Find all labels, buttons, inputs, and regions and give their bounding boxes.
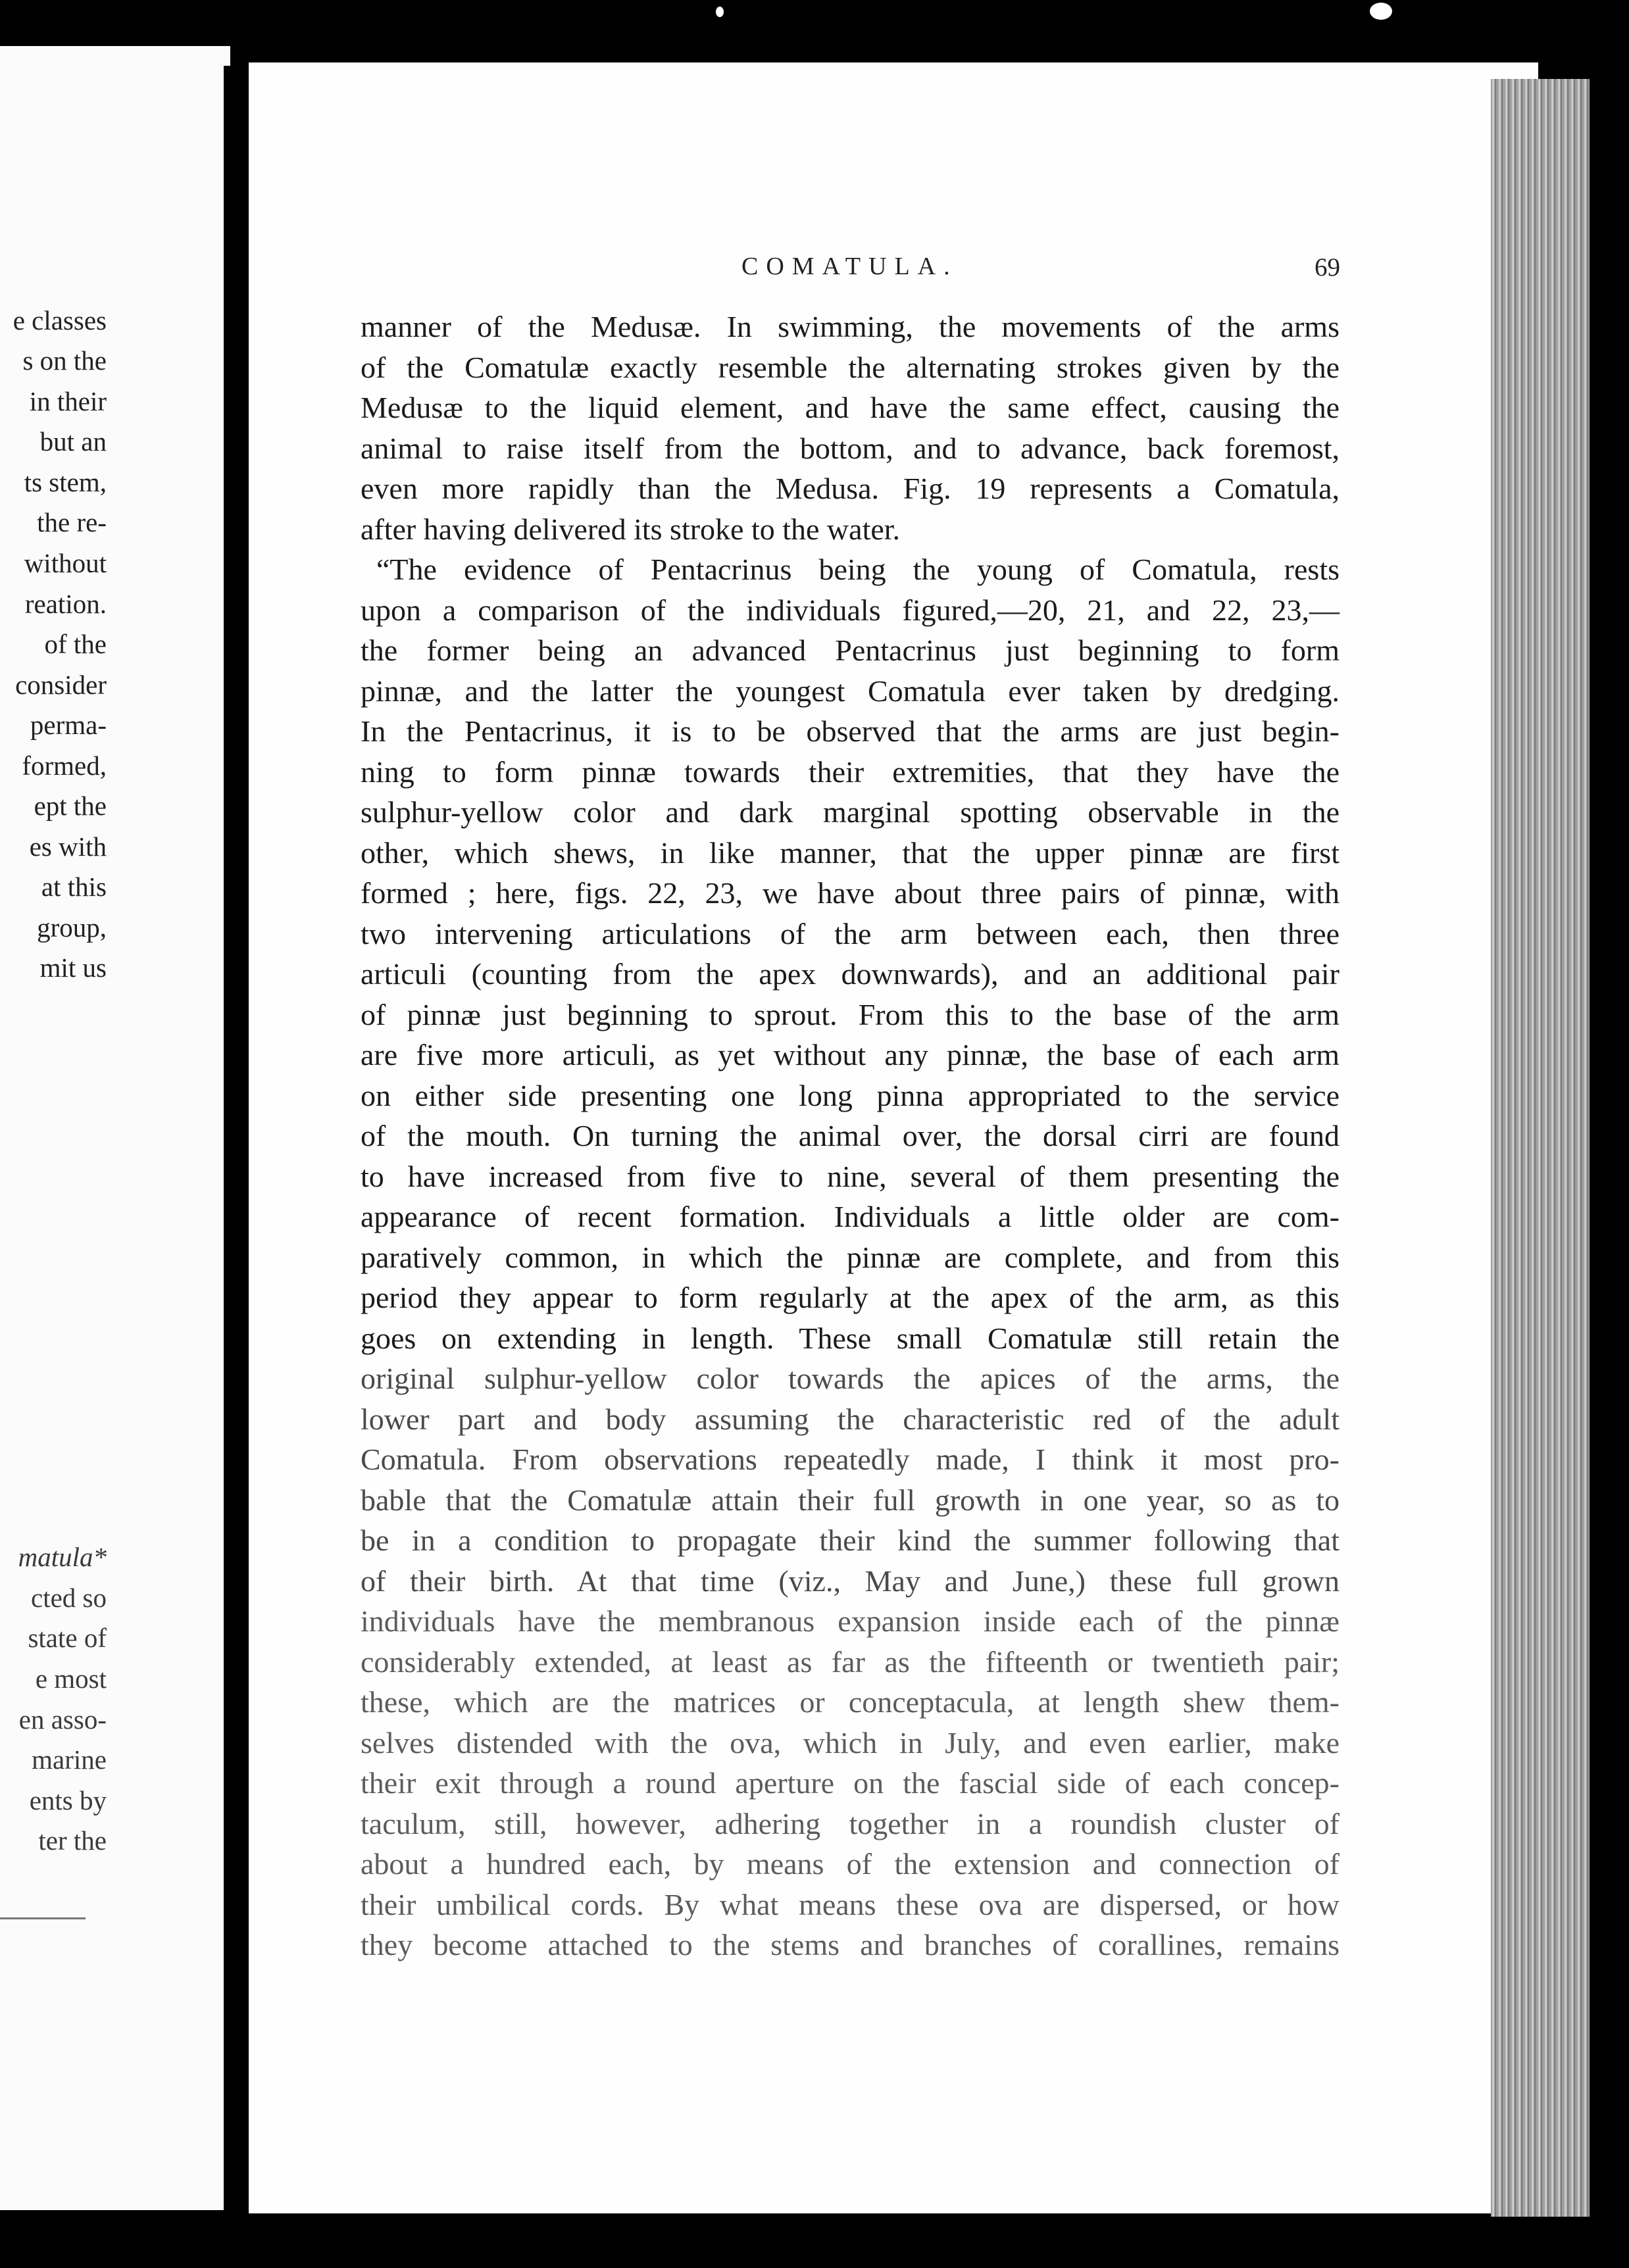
- scan-speck: [1370, 3, 1392, 20]
- text-line: sulphur-yellow color and dark marginal spotting observable in the: [361, 795, 1340, 829]
- text-line: be in a condition to propagate their kind the summer following that: [361, 1523, 1340, 1557]
- text-line: of the mouth. On turning the animal over, the dorsal cirri are found: [361, 1119, 1340, 1152]
- text-line: pinnæ, and the latter the youngest Comatula ever taken by dredging.: [361, 674, 1340, 708]
- text-line: selves distended with the ova, which in July, and even earlier, make: [361, 1725, 1340, 1760]
- scan-speck: [716, 7, 724, 17]
- text-line: their exit through a round aperture on the fascial side of each concep-: [361, 1766, 1340, 1800]
- text-line: on either side presenting one long pinna appropriated to the service: [361, 1078, 1340, 1112]
- left-fragment: ents by: [29, 1785, 107, 1815]
- text-line: two intervening articulations of the arm between each, then three: [361, 916, 1340, 950]
- left-fragment: group,: [37, 912, 107, 943]
- left-fragment: state of: [28, 1623, 107, 1653]
- text-line: taculum, still, however, adhering together in a roundish cluster of: [361, 1806, 1340, 1840]
- left-fragment: consider: [15, 670, 107, 700]
- text-line: after having delivered its stroke to the water.: [361, 512, 901, 546]
- text-line: considerably extended, at least as far as the fifteenth or twentieth pair;: [361, 1644, 1340, 1679]
- text-line: lower part and body assuming the characteristic red of the adult: [361, 1402, 1340, 1436]
- left-fragment: reation.: [24, 589, 107, 619]
- left-fragment: mit us: [39, 952, 107, 983]
- text-line: Comatula. From observations repeatedly made, I think it most pro-: [361, 1442, 1340, 1476]
- text-line: appearance of recent formation. Individuals a little older are com-: [361, 1200, 1340, 1233]
- running-header: COMATULA.: [741, 253, 958, 280]
- text-line: bable that the Comatulæ attain their full growth in one year, so as to: [361, 1483, 1340, 1517]
- text-line: about a hundred each, by means of the extension and connection of: [361, 1847, 1340, 1881]
- text-line: formed ; here, figs. 22, 23, we have about three pairs of pinnæ, with: [361, 876, 1340, 910]
- left-fragment: formed,: [22, 751, 107, 781]
- left-fragment: marine: [32, 1744, 107, 1775]
- book-gutter: [224, 66, 249, 2250]
- left-fragment: but an: [39, 426, 107, 456]
- text-line: period they appear to form regularly at the apex of the arm, as this: [361, 1281, 1340, 1314]
- left-fragment: cted so: [31, 1583, 107, 1613]
- text-line: are five more articuli, as yet without any pinnæ, the base of each arm: [361, 1038, 1340, 1072]
- page-edges: [1491, 79, 1590, 2217]
- left-fragment: ter the: [38, 1825, 107, 1856]
- text-line: to have increased from five to nine, several of them presenting the: [361, 1159, 1340, 1193]
- body-text: [361, 307, 1340, 1965]
- text-line: paratively common, in which the pinnæ are complete, and from this: [361, 1240, 1340, 1274]
- page-number: 69: [1315, 253, 1340, 282]
- text-line: goes on extending in length. These small Comatulæ still retain the: [361, 1321, 1340, 1355]
- left-fragment: en asso-: [18, 1704, 107, 1735]
- text-line: these, which are the matrices or conceptacula, at length shew them-: [361, 1685, 1340, 1719]
- text-line: In the Pentacrinus, it is to be observed that the arms are just begin-: [361, 714, 1340, 748]
- left-fragment: matula*: [18, 1542, 107, 1572]
- left-fragment: perma-: [30, 710, 107, 740]
- text-line: other, which shews, in like manner, that the upper pinnæ are first: [361, 835, 1340, 870]
- footnote-rule: [0, 1917, 86, 1919]
- text-line: upon a comparison of the individuals figured,—20, 21, and 22, 23,—: [361, 593, 1340, 627]
- left-fragment: e classes: [13, 305, 107, 335]
- left-fragment: s on the: [22, 345, 107, 376]
- left-fragment: at this: [41, 872, 107, 902]
- text-line: of pinnæ just beginning to sprout. From this to the base of the arm: [361, 997, 1340, 1031]
- left-fragment: es with: [29, 831, 107, 862]
- text-line: of their birth. At that time (viz., May and June,) these full grown: [361, 1564, 1340, 1598]
- left-facing-page: [0, 46, 230, 2210]
- text-line: individuals have the membranous expansion inside each of the pinnæ: [361, 1604, 1340, 1638]
- text-line: animal to raise itself from the bottom, and to advance, back foremost,: [361, 431, 1340, 465]
- text-line: the former being an advanced Pentacrinus just beginning to form: [361, 633, 1340, 667]
- left-fragment: in their: [29, 386, 107, 416]
- left-fragment: of the: [44, 629, 107, 659]
- text-line: ning to form pinnæ towards their extremities, that they have the: [361, 754, 1340, 789]
- left-fragment: the re-: [37, 507, 107, 537]
- text-line: even more rapidly than the Medusa. Fig. 19 represents a Comatula,: [361, 472, 1340, 505]
- text-line: they become attached to the stems and branches of corallines, remains: [361, 1928, 1340, 1961]
- left-fragment: ts stem,: [24, 467, 107, 497]
- left-fragment: e most: [35, 1664, 107, 1694]
- text-line: original sulphur-yellow color towards the apices of the arms, the: [361, 1362, 1340, 1395]
- text-line: “The evidence of Pentacrinus being the young of Comatula, rests: [376, 553, 1340, 586]
- text-line: manner of the Medusæ. In swimming, the movements of the arms: [361, 310, 1340, 343]
- text-line: articuli (counting from the apex downwards), and an additional pair: [361, 957, 1340, 991]
- text-line: Medusæ to the liquid element, and have the same effect, causing the: [361, 391, 1340, 424]
- left-fragment: ept the: [34, 791, 107, 821]
- left-fragment: without: [24, 548, 107, 578]
- text-line: of the Comatulæ exactly resemble the alternating strokes given by the: [361, 350, 1340, 384]
- text-line: their umbilical cords. By what means these ova are dispersed, or how: [361, 1887, 1340, 1921]
